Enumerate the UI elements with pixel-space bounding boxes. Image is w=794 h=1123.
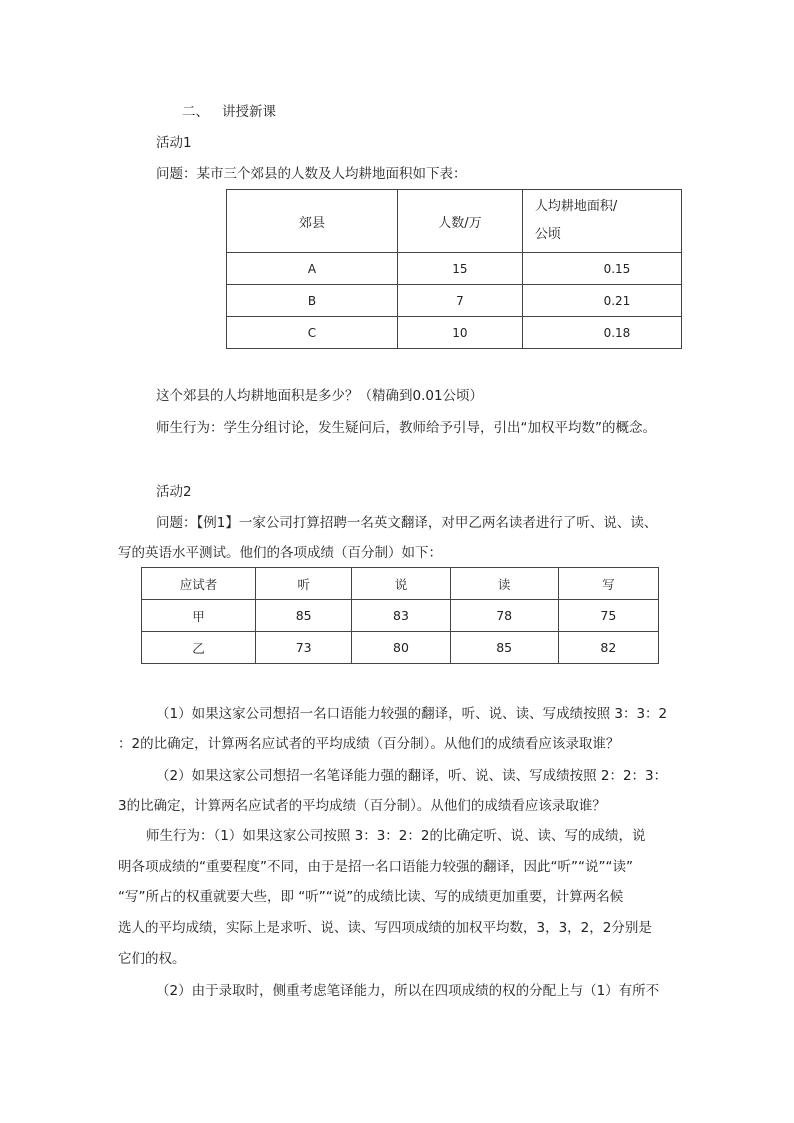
table-cell: 78 [450, 600, 558, 632]
part2-explanation-line1: （2）由于录取时，侧重考虑笔译能力，所以在四项成绩的权的分配上与（1）有所不 [156, 983, 660, 999]
behavior-line2: 明各项成绩的“重要程度”不同，由于是招一名口语能力较强的翻译，因此“听”“说”“读” [118, 859, 633, 875]
behavior-line4: 选人的平均成绩，实际上是求听、说、读、写四项成绩的加权平均数，3，3，2，2分别是 [118, 920, 652, 936]
table-cell: 7 [397, 285, 522, 317]
table-cell: 83 [352, 600, 450, 632]
header-speaking: 说 [352, 568, 450, 600]
table-cell: C [227, 317, 398, 349]
header-writing: 写 [558, 568, 658, 600]
activity1-behavior: 师生行为：学生分组讨论，发生疑问后，教师给予引导，引出“加权平均数”的概念。 [156, 420, 656, 436]
table-cell: 80 [352, 632, 450, 664]
table-row [227, 253, 682, 285]
activity1-followup: 这个郊县的人均耕地面积是多少？（精确到0.01公顷） [156, 388, 484, 404]
table-cell: 乙 [142, 632, 256, 664]
header-population: 人数/万 [397, 190, 522, 253]
behavior-line5: 它们的权。 [118, 951, 186, 967]
header-area-line2: 公顷 [534, 227, 561, 242]
header-candidate: 应试者 [142, 568, 256, 600]
activity2-question-line1: 问题：【例1】一家公司打算招聘一名英文翻译，对甲乙两名读者进行了听、说、读、 [156, 515, 658, 531]
section-heading [182, 102, 276, 122]
behavior-line1: 师生行为：（1）如果这家公司按照 3：3：2：2的比确定听、说、读、写的成绩，说 [146, 828, 646, 844]
table-row [142, 600, 659, 632]
table-cell: 85 [450, 632, 558, 664]
table-cell: B [227, 285, 398, 317]
part1-line2: ：2的比确定，计算两名应试者的平均成绩（百分制）。从他们的成绩看应该录取谁？ [118, 736, 620, 752]
activity1-question: 问题：某市三个郊县的人数及人均耕地面积如下表： [156, 166, 467, 182]
table-cell: 75 [558, 600, 658, 632]
table-header-row [227, 190, 682, 253]
table-cell: 0.15 [522, 253, 681, 285]
score-table [141, 567, 659, 664]
header-area [522, 190, 681, 253]
part1-line1: （1）如果这家公司想招一名口语能力较强的翻译，听、说、读、写成绩按照 3：3：2 [156, 706, 668, 722]
table-cell: 甲 [142, 600, 256, 632]
table-cell: 10 [397, 317, 522, 349]
table-cell: A [227, 253, 398, 285]
table-row [227, 285, 682, 317]
header-area-line1: 人均耕地面积/ [534, 199, 618, 214]
table-row [142, 632, 659, 664]
table-row [227, 317, 682, 349]
behavior-line3: “写”所占的权重就要大些，即 “听”“说”的成绩比读、写的成绩更加重要，计算两名候 [118, 889, 624, 905]
table-cell: 0.21 [522, 285, 681, 317]
table-cell: 85 [256, 600, 352, 632]
header-listening: 听 [256, 568, 352, 600]
part2-line2: 3的比确定，计算两名应试者的平均成绩（百分制）。从他们的成绩看应该录取谁？ [118, 798, 606, 814]
activity2-question-line2: 写的英语水平测试。他们的各项成绩（百分制）如下： [118, 545, 442, 561]
table-cell: 15 [397, 253, 522, 285]
county-table [226, 189, 682, 349]
section-number: 二、 [182, 104, 209, 120]
section-title: 讲授新课 [222, 104, 276, 120]
activity2-label: 活动2 [156, 484, 192, 500]
header-reading: 读 [450, 568, 558, 600]
table-cell: 73 [256, 632, 352, 664]
part2-line1: （2）如果这家公司想招一名笔译能力强的翻译，听、说、读、写成绩按照 2：2：3： [156, 768, 668, 784]
table-header-row [142, 568, 659, 600]
table-cell: 0.18 [522, 317, 681, 349]
table-cell: 82 [558, 632, 658, 664]
header-county: 郊县 [227, 190, 398, 253]
activity1-label: 活动1 [156, 135, 192, 151]
